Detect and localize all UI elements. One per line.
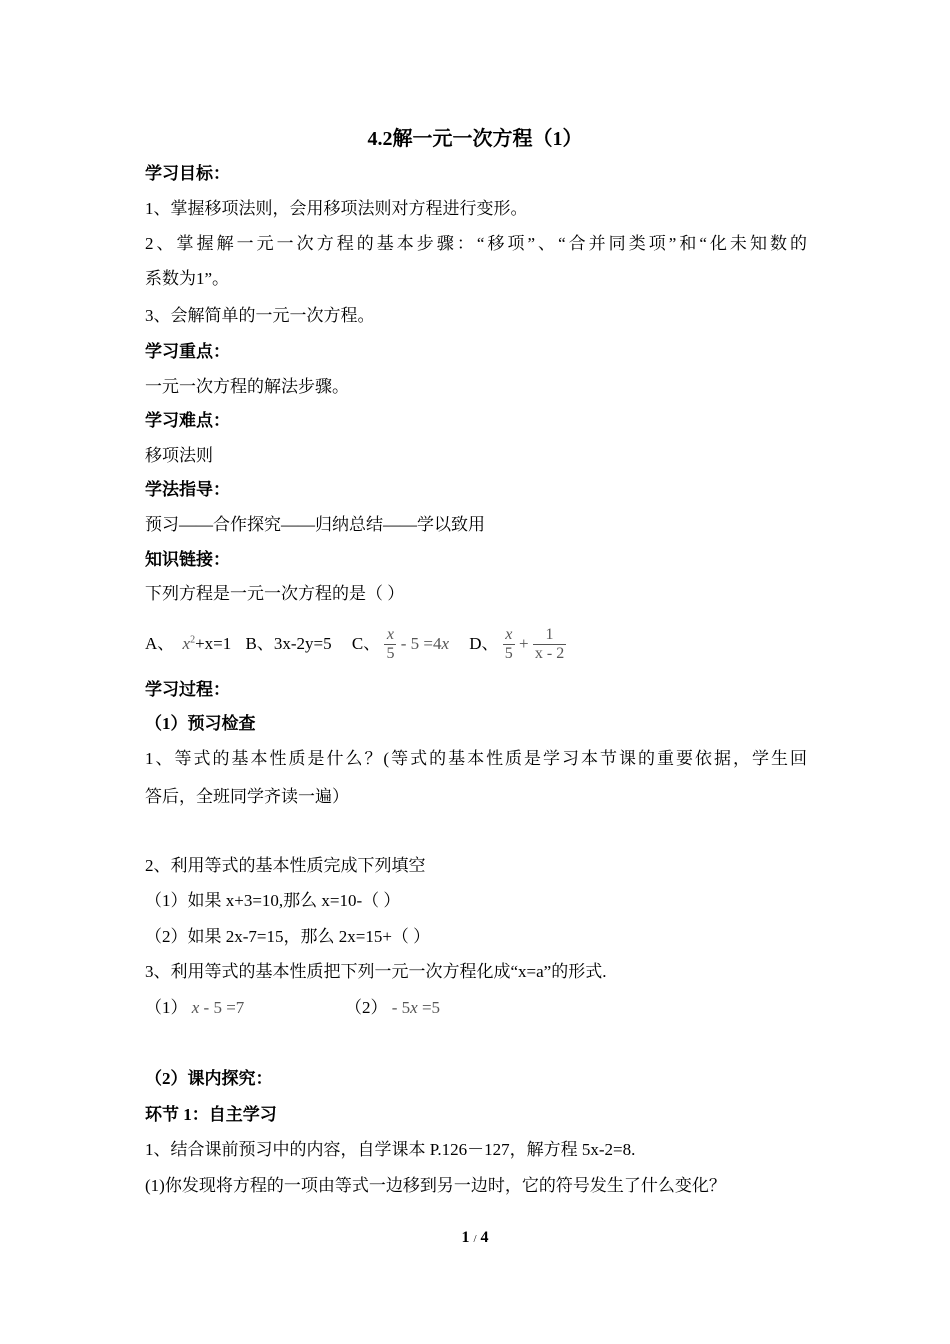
objectives-heading: 学习目标： xyxy=(145,164,230,183)
objective-1: 1、掌握移项法则，会用移项法则对方程进行变形。 xyxy=(145,199,528,218)
preview-q3-equations xyxy=(145,997,441,1019)
preview-q2: 2、利用等式的基本性质完成下列填空 xyxy=(145,856,426,875)
preview-heading: （1）预习检查 xyxy=(145,714,256,733)
difficulty-heading: 学习难点： xyxy=(145,411,230,430)
key-point-heading: 学习重点： xyxy=(145,342,230,361)
step1-heading: 环节 1：自主学习 xyxy=(145,1105,277,1124)
equation-1: （1） x - 5 =7 xyxy=(145,998,245,1017)
option-c: C、 $\frac{x}{5}$ - 5 =4x xyxy=(351,626,449,663)
step1-item-1: 1、结合课前预习中的内容，自学课本 P.126－127，解方程 5x-2=8. xyxy=(145,1140,636,1159)
process-heading: 学习过程： xyxy=(145,680,230,699)
link-options xyxy=(145,618,566,662)
option-a: A、 $x^2+x=1$ xyxy=(145,633,232,653)
option-d: D、 $\frac{x}{5}$ + $\frac{1}{x - 2}$ xyxy=(469,626,565,663)
equation-2: （2） - 5x =5 xyxy=(345,998,441,1017)
option-d-fraction-2: $\frac{1}{x - 2}$ xyxy=(534,626,565,663)
preview-q1-line-1: 1、等式的基本性质是什么？(等式的基本性质是学习本节课的重要依据，学生回 xyxy=(145,749,807,768)
objective-2-line-2: 系数为1”。 xyxy=(145,269,230,288)
page-number: 1 / 4 xyxy=(461,1229,489,1246)
link-heading: 知识链接： xyxy=(145,550,230,569)
option-d-fraction-1: $\frac{x}{5}$ xyxy=(504,626,513,663)
link-question: 下列方程是一元一次方程的是（ ） xyxy=(145,584,405,603)
preview-q1-line-2: 答后，全班同学齐读一遍） xyxy=(145,787,349,806)
objective-3: 3、会解简单的一元一次方程。 xyxy=(145,306,375,325)
preview-q2-a: （1）如果 x+3=10,那么 x=10-（ ） xyxy=(145,891,401,910)
method-text: 预习——合作探究——归纳总结——学以致用 xyxy=(145,515,485,534)
page-title: 4.2解一元一次方程（1） xyxy=(367,128,583,150)
option-c-fraction: $\frac{x}{5}$ xyxy=(386,626,395,663)
difficulty-text: 移项法则 xyxy=(145,446,213,465)
key-point-text: 一元一次方程的解法步骤。 xyxy=(145,377,349,396)
preview-q2-b: （2）如果 2x-7=15，那么 2x=15+（ ） xyxy=(145,927,431,946)
step1-item-1-question: (1)你发现将方程的一项由等式一边移到另一边时，它的符号发生了什么变化？ xyxy=(145,1176,726,1195)
method-heading: 学法指导： xyxy=(145,480,230,499)
preview-q3: 3、利用等式的基本性质把下列一元一次方程化成“x=a”的形式. xyxy=(145,962,607,981)
option-b: B、3x-2y=5 xyxy=(245,633,332,653)
objective-2-line-1: 2、掌握解一元一次方程的基本步骤：“移项”、“合并同类项”和“化未知数的 xyxy=(145,234,807,253)
explore-heading: （2）课内探究： xyxy=(145,1069,273,1088)
